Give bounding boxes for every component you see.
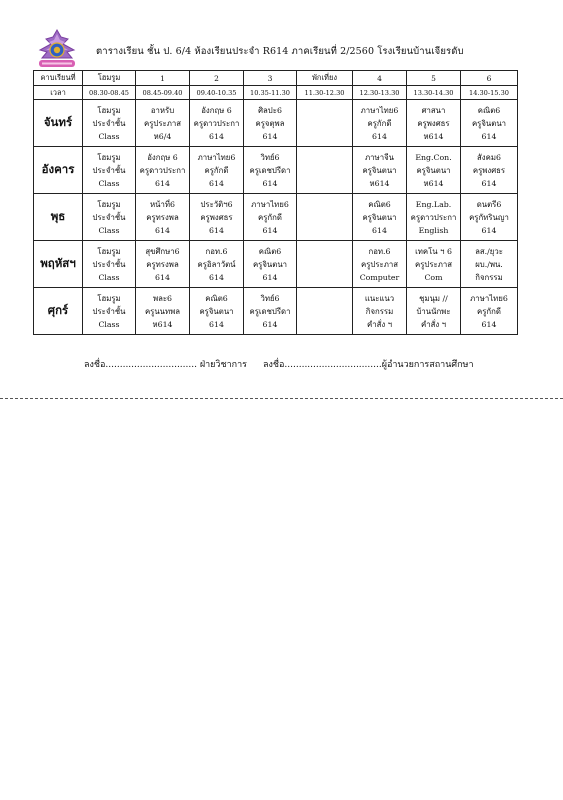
time-cell: 10.35-11.30 <box>244 86 297 100</box>
cell-line: 614 <box>481 319 497 329</box>
cell-line: ครูนนทพล <box>144 306 181 316</box>
class-cell <box>407 147 461 194</box>
column-header: 1 <box>136 71 190 86</box>
timetable <box>33 70 518 335</box>
class-cell <box>136 194 190 241</box>
cell-line: หน้าที่6 <box>150 199 175 209</box>
cell-line: 614 <box>481 225 497 235</box>
class-cell <box>353 288 407 335</box>
time-cell: 12.30-13.30 <box>353 86 407 100</box>
class-cell <box>83 147 136 194</box>
cell-line: 614 <box>262 131 278 141</box>
cell-line: 614 <box>262 178 278 188</box>
class-cell <box>353 100 407 147</box>
day-label: อังคาร <box>34 147 83 194</box>
cell-line: ครูจินตนา <box>362 165 397 175</box>
cell-line: ชุมนุม // <box>419 293 448 303</box>
class-cell <box>136 100 190 147</box>
cell-line: ห614 <box>423 131 444 141</box>
cell-line: ประวัติฯ6 <box>200 199 233 209</box>
cell-line: Eng.Con. <box>415 152 452 162</box>
cell-line: ครูดาวประกา <box>193 118 240 128</box>
cell-line: ห614 <box>369 178 390 188</box>
cell-line: ศิลปะ6 <box>258 105 282 115</box>
class-cell <box>83 100 136 147</box>
cell-line: 614 <box>262 225 278 235</box>
time-cell: 09.40-10.35 <box>190 86 244 100</box>
cell-line: ครูกัทรินญา <box>469 212 509 222</box>
cell-line: กอท.6 <box>205 246 228 256</box>
cell-line: ครูจตุพล <box>255 118 285 128</box>
cell-line: ครูพงศธร <box>200 212 233 222</box>
class-cell <box>244 288 297 335</box>
cell-line: ภาษาไทย6 <box>470 293 508 303</box>
day-row <box>34 100 518 147</box>
cell-line: Com <box>424 272 443 282</box>
class-cell <box>407 194 461 241</box>
day-label: ศุกร์ <box>34 288 83 335</box>
cell-line: ประจำชั้น <box>92 165 126 175</box>
cell-line: ครูประภาส <box>414 259 452 269</box>
cell-line: ประจำชั้น <box>92 212 126 222</box>
cell-line: ครูพงศธร <box>417 118 450 128</box>
cell-line: ครูจินตนา <box>416 165 451 175</box>
cell-line: ครูกักดี <box>258 212 282 222</box>
class-cell <box>244 194 297 241</box>
cell-line: ลส./ยุวะ <box>475 246 503 256</box>
time-row <box>34 86 518 100</box>
cell-line: ครูกักดี <box>204 165 229 175</box>
cell-line: 614 <box>209 225 224 235</box>
time-cell: 08.45-09.40 <box>136 86 190 100</box>
class-cell <box>190 147 244 194</box>
header-row <box>34 71 518 86</box>
cell-line: Eng.Lab. <box>415 199 452 209</box>
class-cell <box>83 194 136 241</box>
cell-line: ภาษาไทย6 <box>251 199 289 209</box>
cell-line: Class <box>98 272 120 282</box>
class-cell <box>407 100 461 147</box>
cell-line: ห614 <box>152 319 173 329</box>
cell-line: ครูทรงพล <box>146 259 179 269</box>
cell-line: กอท.6 <box>368 246 391 256</box>
cell-line: กิจกรรม <box>365 306 394 316</box>
cell-line: ครูดาวประกา <box>139 165 186 175</box>
cell-line: โฮมรูม <box>97 152 121 162</box>
cell-line: ประจำชั้น <box>92 306 126 316</box>
lunch-cell <box>297 147 353 194</box>
cell-line: ครูดาวประกา <box>410 212 457 222</box>
cell-line: 614 <box>372 131 387 141</box>
page-title: ตารางเรียน ชั้น ป. 6/4 ห้องเรียนประจำ R614 ภาคเรียนที่ 2/2560 โรงเรียนบ้านเจียรดับ <box>96 46 464 57</box>
day-label: จันทร์ <box>34 100 83 147</box>
column-header: คาบเรียนที่ <box>34 71 83 86</box>
cell-line: ครูประภาส <box>360 259 398 269</box>
class-cell <box>461 194 518 241</box>
class-cell <box>353 147 407 194</box>
lunch-cell <box>297 241 353 288</box>
cell-line: Class <box>98 131 120 141</box>
signature-academic: ลงชื่อ................................ ฝ่ายวิชาการ <box>84 360 247 370</box>
lunch-cell <box>297 288 353 335</box>
cell-line: 614 <box>481 131 497 141</box>
cell-line: Class <box>98 178 120 188</box>
cell-line: Computer <box>359 272 400 282</box>
day-row <box>34 194 518 241</box>
cell-line: คำสั่ง ฯ <box>420 319 447 329</box>
cell-line: คณิต6 <box>205 293 228 303</box>
class-cell <box>190 194 244 241</box>
column-header: โฮมรูม <box>83 71 136 86</box>
day-row <box>34 241 518 288</box>
cell-line: ผบ./พน. <box>475 259 503 269</box>
cell-line: ครูจินตนา <box>362 212 397 222</box>
class-cell <box>461 100 518 147</box>
cell-line: คณิต6 <box>258 246 282 256</box>
cell-line: อังกฤษ 6 <box>201 105 232 115</box>
class-cell <box>83 288 136 335</box>
lunch-cell <box>297 100 353 147</box>
cell-line: โฮมรูม <box>97 105 121 115</box>
time-cell: 08.30-08.45 <box>83 86 136 100</box>
cell-line: คำสั่ง ฯ <box>366 319 393 329</box>
cell-line: 614 <box>155 225 170 235</box>
class-cell <box>407 288 461 335</box>
time-label: เวลา <box>34 86 83 100</box>
cell-line: Class <box>98 225 120 235</box>
cell-line: ครูเดชปรีดา <box>249 165 291 175</box>
cell-line: 614 <box>209 319 224 329</box>
cell-line: โฮมรูม <box>97 199 121 209</box>
cell-line: ครูเดชปรีดา <box>249 306 291 316</box>
time-cell: 11.30-12.30 <box>297 86 353 100</box>
column-header: 2 <box>190 71 244 86</box>
cell-line: ครูกักดี <box>477 306 501 316</box>
class-cell <box>190 100 244 147</box>
cell-line: ดนตรี6 <box>476 199 502 209</box>
cell-line: ครูพงศธร <box>472 165 506 175</box>
class-cell <box>136 241 190 288</box>
cell-line: แนะแนว <box>364 293 395 303</box>
class-cell <box>461 288 518 335</box>
cell-line: พละ6 <box>152 293 173 303</box>
cell-line: 614 <box>155 272 170 282</box>
cell-line: ห614 <box>423 178 444 188</box>
class-cell <box>190 241 244 288</box>
cell-line: อังกฤษ 6 <box>147 152 178 162</box>
cell-line: 614 <box>372 225 387 235</box>
cell-line: ภาษาไทย6 <box>197 152 236 162</box>
cell-line: 614 <box>209 131 224 141</box>
class-cell <box>83 241 136 288</box>
class-cell <box>353 194 407 241</box>
day-row <box>34 288 518 335</box>
cell-line: โฮมรูม <box>97 246 121 256</box>
cell-line: ครูจินตนา <box>252 259 288 269</box>
class-cell <box>353 241 407 288</box>
cell-line: อาหรับ <box>150 105 175 115</box>
cell-line: ครูกักดี <box>367 118 392 128</box>
column-header: 4 <box>353 71 407 86</box>
cell-line: 614 <box>209 178 224 188</box>
class-cell <box>244 100 297 147</box>
time-cell: 13.30-14.30 <box>407 86 461 100</box>
school-logo <box>34 28 80 72</box>
day-row <box>34 147 518 194</box>
cell-line: ภาษาไทย6 <box>360 105 399 115</box>
cell-line: คณิต6 <box>368 199 391 209</box>
cell-line: ครูจินตนา <box>471 118 507 128</box>
cell-line: โฮมรูม <box>97 293 121 303</box>
cell-line: ประจำชั้น <box>92 259 126 269</box>
column-header: 3 <box>244 71 297 86</box>
cut-line <box>0 398 563 399</box>
day-label: พฤหัสฯ <box>34 241 83 288</box>
cell-line: กิจกรรม <box>475 272 503 282</box>
cell-line: 614 <box>262 319 278 329</box>
class-cell <box>461 147 518 194</box>
class-cell <box>244 241 297 288</box>
cell-line: วิทย์6 <box>260 152 280 162</box>
day-label: พุธ <box>34 194 83 241</box>
cell-line: ประจำชั้น <box>92 118 126 128</box>
column-header: 6 <box>461 71 518 86</box>
cell-line: English <box>418 225 449 235</box>
cell-line: 614 <box>262 272 278 282</box>
column-header: 5 <box>407 71 461 86</box>
cell-line: ครูจินตนา <box>199 306 234 316</box>
cell-line: 614 <box>209 272 224 282</box>
cell-line: เทคโน ฯ 6 <box>415 246 452 256</box>
cell-line: ภาษาจีน <box>365 152 394 162</box>
cell-line: ห6/4 <box>153 131 172 141</box>
column-header: พักเที่ยง <box>297 71 353 86</box>
cell-line: บ้านนักพะ <box>416 306 451 316</box>
cell-line: ครูอิลาวัตน์ <box>197 259 236 269</box>
class-cell <box>461 241 518 288</box>
cell-line: ศาสนา <box>421 105 446 115</box>
cell-line: วิทย์6 <box>260 293 280 303</box>
cell-line: ครูประภาส <box>143 118 181 128</box>
cell-line: Class <box>98 319 120 329</box>
class-cell <box>136 288 190 335</box>
cell-line: 614 <box>155 178 170 188</box>
class-cell <box>407 241 461 288</box>
cell-line: คณิต6 <box>477 105 501 115</box>
class-cell <box>136 147 190 194</box>
time-cell: 14.30-15.30 <box>461 86 518 100</box>
signature-director: ลงชื่อ..................................ผู้อำนวยการสถานศึกษา <box>263 360 474 370</box>
cell-line: สังคม6 <box>477 152 501 162</box>
class-cell <box>244 147 297 194</box>
lunch-cell <box>297 194 353 241</box>
cell-line: สุขศึกษา6 <box>145 246 180 256</box>
cell-line: 614 <box>481 178 497 188</box>
class-cell <box>190 288 244 335</box>
cell-line: ครูทรงพล <box>146 212 179 222</box>
